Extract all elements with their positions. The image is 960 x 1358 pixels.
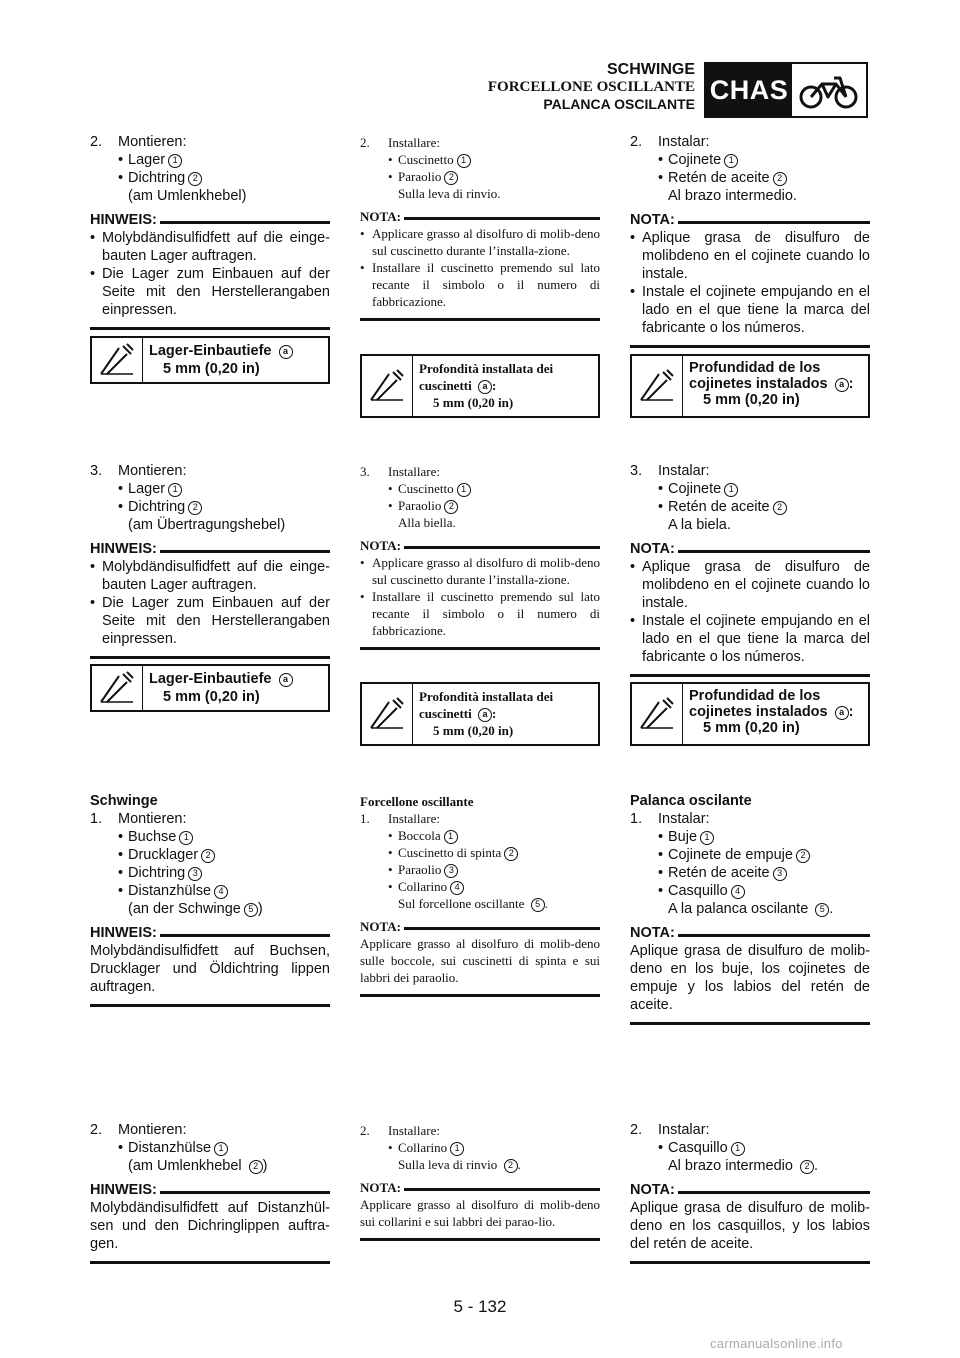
it-block-1 bbox=[360, 134, 600, 321]
feeler-gauge-icon bbox=[632, 684, 683, 744]
step bbox=[630, 133, 870, 151]
notehead bbox=[630, 1181, 870, 1199]
item bbox=[90, 828, 330, 846]
motorcycle-icon bbox=[792, 64, 866, 116]
de-b4-note_pre: (am Umlenkhebel bbox=[128, 1158, 242, 1174]
de-block-2 bbox=[90, 462, 330, 659]
it-b3-i4n: 4 bbox=[450, 881, 464, 895]
it-b3-i4: Collarino bbox=[398, 879, 448, 894]
de-b1-n1: • Molybdändisulfidfett auf die einge-bauten Lager auftragen. bbox=[90, 229, 330, 265]
es-b2-i2: Retén de aceite bbox=[668, 499, 770, 515]
note bbox=[630, 1157, 870, 1175]
item bbox=[360, 151, 600, 168]
step bbox=[90, 1121, 330, 1139]
endbar bbox=[630, 1022, 870, 1025]
es-b1-spec_label1: Profundidad de los bbox=[689, 360, 821, 376]
it-b1-spec_mark: a bbox=[478, 380, 492, 394]
it-b2-spec_mark: a bbox=[478, 708, 492, 722]
de-block-4 bbox=[90, 1121, 330, 1264]
de-b3-i2n: 2 bbox=[201, 849, 215, 863]
note-heading bbox=[90, 211, 330, 229]
es-spec-box-1: Profundidad de los cojinetes instalados a : 5 mm (0,20 in) bbox=[630, 354, 870, 418]
de-b3-i4: Distanzhülse bbox=[128, 883, 212, 899]
de-b4-nl: HINWEIS: bbox=[90, 1182, 157, 1198]
it-b2-i1n: 1 bbox=[457, 483, 471, 497]
de-b1-nl: HINWEIS: bbox=[90, 212, 157, 228]
item bbox=[630, 498, 870, 516]
item bbox=[90, 169, 330, 187]
de-b4-note_post: ) bbox=[262, 1158, 268, 1174]
es-b3-nl: NOTA: bbox=[630, 925, 675, 941]
bar bbox=[160, 550, 330, 553]
es-b2-i1: Cojinete bbox=[668, 481, 722, 497]
step bbox=[630, 462, 870, 480]
de-b3-text: Molybdändisulfidfett auf Buchsen, Drucklager und Öldichtring lippen auftragen. bbox=[90, 943, 330, 995]
es-block-1 bbox=[630, 133, 870, 348]
it-b3-note_n: 5 bbox=[531, 898, 545, 912]
step bbox=[360, 463, 600, 480]
it-b3-i2: Cuscinetto di spinta bbox=[398, 845, 502, 860]
notehead bbox=[630, 540, 870, 558]
endbar bbox=[90, 1261, 330, 1264]
de-b1-spec_value: 5 mm (0,20 in) bbox=[163, 361, 260, 377]
es-b3-note_pre: A la palanca oscilante bbox=[668, 901, 809, 917]
it-block-4 bbox=[360, 1122, 600, 1241]
it-b2-note: Alla biella. bbox=[398, 515, 456, 530]
it-b1-nl: NOTA: bbox=[360, 209, 401, 224]
es-b3-step: 1. bbox=[630, 811, 643, 827]
de-b1-note: (am Umlenkhebel) bbox=[128, 188, 247, 204]
item bbox=[360, 1139, 600, 1156]
de-b2-nl: HINWEIS: bbox=[90, 541, 157, 557]
step bbox=[90, 133, 330, 151]
de-b3-note_post: ) bbox=[257, 901, 263, 917]
notehead bbox=[360, 208, 600, 225]
it-b1-i2: Paraolio bbox=[398, 169, 442, 184]
es-b1-n1: • Aplique grasa de disulfuro de molibdeno en el cojinete cuando lo instale. bbox=[630, 229, 870, 283]
de-b2-spec_label: Lager-Einbautiefe bbox=[149, 671, 272, 687]
step bbox=[360, 810, 600, 827]
item bbox=[90, 151, 330, 169]
es-block-3 bbox=[630, 792, 870, 1025]
es-b2-verb: Instalar: bbox=[658, 463, 710, 479]
it-b1-spec_label1: Profondità installata dei bbox=[419, 361, 554, 376]
item bbox=[630, 882, 870, 900]
endbar bbox=[360, 994, 600, 997]
es-b3-text: Aplique grasa de disulfuro de molib-deno en los buje, los cojinetes de empuje y los labios del retén de aceite. bbox=[630, 943, 870, 1013]
de-b2-n2: • Die Lager zum Einbauen auf der Seite mit den Herstellerangaben einpressen. bbox=[90, 594, 330, 648]
es-b1-spec_mark: a bbox=[835, 378, 849, 392]
note bbox=[360, 1156, 600, 1173]
notehead bbox=[360, 1179, 600, 1196]
de-spec-box-1 bbox=[90, 336, 330, 384]
es-b1-spec_value: 5 mm (0,20 in) bbox=[703, 392, 800, 408]
es-b4-note_pre: Al brazo intermedio bbox=[668, 1158, 793, 1174]
it-b2-spec_value: 5 mm (0,20 in) bbox=[433, 723, 514, 738]
it-b3-i1: Boccola bbox=[398, 828, 441, 843]
es-b1-i2n: 2 bbox=[773, 172, 787, 186]
es-b1-i2: Retén de aceite bbox=[668, 170, 770, 186]
de-b2-n1: • Molybdändisulfidfett auf die einge-bauten Lager auftragen. bbox=[90, 558, 330, 594]
feeler-gauge-icon bbox=[362, 684, 413, 744]
es-b4-note_n: 2 bbox=[800, 1160, 814, 1174]
item bbox=[630, 480, 870, 498]
es-b3-verb: Instalar: bbox=[658, 811, 710, 827]
note bbox=[630, 900, 870, 918]
es-b2-i1n: 1 bbox=[724, 483, 738, 497]
es-b3-note_n: 5 bbox=[815, 903, 829, 917]
de-b2-verb: Montieren: bbox=[118, 463, 187, 479]
it-b2-n2: • Installare il cuscinetto premendo sul lato recante il simbolo o il numero di fabbricazione. bbox=[360, 588, 600, 639]
de-b3-i1n: 1 bbox=[179, 831, 193, 845]
it-b2-spec_label2: cuscinetti bbox=[419, 706, 472, 721]
it-b1-n1: • Applicare grasso al disolfuro di molib-deno sul cuscinetto durante l’installa-zione. bbox=[360, 225, 600, 259]
es-block-2 bbox=[630, 462, 870, 677]
de-block-3 bbox=[90, 792, 330, 1007]
de-b2-note: (am Übertragungshebel) bbox=[128, 517, 286, 533]
de-b3-step: 1. bbox=[90, 811, 103, 827]
it-b4-i1n: 1 bbox=[450, 1142, 464, 1156]
es-b1-verb: Instalar: bbox=[658, 134, 710, 150]
de-b2-i1n: 1 bbox=[168, 483, 182, 497]
bar bbox=[160, 1191, 330, 1194]
de-b2-spec_mark: a bbox=[279, 673, 293, 687]
item bbox=[90, 846, 330, 864]
notehead bbox=[630, 924, 870, 942]
de-b3-head: Schwinge bbox=[90, 793, 158, 809]
es-b3-i1: Buje bbox=[668, 829, 698, 845]
notehead bbox=[90, 924, 330, 942]
item bbox=[90, 1139, 330, 1157]
es-b1-nl: NOTA: bbox=[630, 212, 675, 228]
de-b3-note_n: 5 bbox=[244, 903, 258, 917]
item bbox=[630, 151, 870, 169]
es-b1-note: Al brazo intermedio. bbox=[668, 188, 797, 204]
title-it: FORCELLONE OSCILLANTE bbox=[487, 79, 695, 95]
it-b3-i2n: 2 bbox=[504, 847, 518, 861]
de-b1-i1: Lager bbox=[128, 152, 166, 168]
it-b4-text: Applicare grasso al disolfuro di molib-deno sui collarini e sui labbri dei parao-lio. bbox=[360, 1197, 600, 1229]
it-b1-spec_label2: cuscinetti bbox=[419, 378, 472, 393]
feeler-gauge-icon bbox=[632, 356, 683, 416]
es-b1-n2: • Instale el cojinete empujando en el lado en el que tiene la marca del fabricante o los números. bbox=[630, 283, 870, 337]
bar bbox=[404, 927, 600, 930]
es-b2-i2n: 2 bbox=[773, 501, 787, 515]
es-b2-note: A la biela. bbox=[668, 517, 731, 533]
item bbox=[90, 498, 330, 516]
es-b4-verb: Instalar: bbox=[658, 1122, 710, 1138]
de-b3-i2: Drucklager bbox=[128, 847, 199, 863]
de-b1-step: 2. bbox=[90, 134, 103, 150]
item bbox=[360, 827, 600, 844]
it-b4-step: 2. bbox=[360, 1123, 370, 1138]
de-block-1 bbox=[90, 133, 330, 330]
de-b3-verb: Montieren: bbox=[118, 811, 187, 827]
it-b4-nl: NOTA: bbox=[360, 1180, 401, 1195]
bar bbox=[404, 1188, 600, 1191]
notehead bbox=[90, 540, 330, 558]
es-b3-i2n: 2 bbox=[796, 849, 810, 863]
it-b1-n2: • Installare il cuscinetto premendo sul lato recante il simbolo o il numero di fabbricazione. bbox=[360, 259, 600, 310]
de-b1-i2n: 2 bbox=[188, 172, 202, 186]
item bbox=[360, 168, 600, 185]
it-block-2 bbox=[360, 463, 600, 650]
bar bbox=[678, 934, 870, 937]
de-b2-i1: Lager bbox=[128, 481, 166, 497]
item bbox=[630, 169, 870, 187]
es-block-4 bbox=[630, 1121, 870, 1264]
it-b2-i2n: 2 bbox=[444, 500, 458, 514]
es-b3-i4n: 4 bbox=[731, 885, 745, 899]
es-b1-i1n: 1 bbox=[724, 154, 738, 168]
it-b3-i1n: 1 bbox=[444, 830, 458, 844]
endbar bbox=[90, 656, 330, 659]
note bbox=[90, 900, 330, 918]
step bbox=[360, 1122, 600, 1139]
de-b2-i2: Dichtring bbox=[128, 499, 186, 515]
it-block-3 bbox=[360, 793, 600, 997]
it-b1-i1n: 1 bbox=[457, 154, 471, 168]
it-b1-i2n: 2 bbox=[444, 171, 458, 185]
notehead bbox=[630, 211, 870, 229]
item bbox=[360, 497, 600, 514]
bar bbox=[404, 546, 600, 549]
de-b4-note_n: 2 bbox=[249, 1160, 263, 1174]
it-b1-step: 2. bbox=[360, 135, 370, 150]
feeler-gauge-icon bbox=[362, 356, 413, 416]
step bbox=[90, 462, 330, 480]
item bbox=[360, 480, 600, 497]
de-b4-verb: Montieren: bbox=[118, 1122, 187, 1138]
de-b4-i1: Distanzhülse bbox=[128, 1140, 212, 1156]
bar bbox=[160, 221, 330, 224]
feeler-gauge-icon bbox=[92, 666, 143, 710]
endbar bbox=[360, 318, 600, 321]
it-b2-step: 3. bbox=[360, 464, 370, 479]
it-b2-n1: • Applicare grasso al disolfuro di molib-deno sul cuscinetto durante l’installa-zione. bbox=[360, 554, 600, 588]
item bbox=[90, 480, 330, 498]
step bbox=[360, 134, 600, 151]
es-b3-i2: Cojinete de empuje bbox=[668, 847, 793, 863]
feeler-gauge-icon bbox=[92, 338, 143, 382]
de-b3-i4n: 4 bbox=[214, 885, 228, 899]
it-b4-i1: Collarino bbox=[398, 1140, 448, 1155]
it-b4-note_n: 2 bbox=[504, 1159, 518, 1173]
de-b1-i1n: 1 bbox=[168, 154, 182, 168]
chapter-badge bbox=[704, 62, 868, 118]
item bbox=[360, 861, 600, 878]
de-b1-verb: Montieren: bbox=[118, 134, 187, 150]
endbar bbox=[360, 647, 600, 650]
bar bbox=[678, 221, 870, 224]
it-b1-verb: Installare: bbox=[388, 135, 440, 150]
it-b3-step: 1. bbox=[360, 811, 370, 826]
endbar bbox=[360, 1238, 600, 1241]
es-b3-head: Palanca oscilante bbox=[630, 793, 752, 809]
step bbox=[90, 810, 330, 828]
endbar bbox=[630, 674, 870, 677]
es-b3-note_post: . bbox=[829, 901, 834, 917]
es-b4-step: 2. bbox=[630, 1122, 643, 1138]
es-b2-step: 3. bbox=[630, 463, 643, 479]
it-b2-i1: Cuscinetto bbox=[398, 481, 454, 496]
it-b2-spec_label1: Profondità installata dei bbox=[419, 689, 554, 704]
step bbox=[630, 810, 870, 828]
de-b2-step: 3. bbox=[90, 463, 103, 479]
es-b2-spec_label1: Profundidad de los bbox=[689, 688, 821, 704]
es-b4-i1n: 1 bbox=[731, 1142, 745, 1156]
title-es: PALANCA OSCILANTE bbox=[543, 96, 695, 112]
de-b4-i1n: 1 bbox=[214, 1142, 228, 1156]
bar bbox=[404, 217, 600, 220]
es-b1-spec_label2: cojinetes instalados bbox=[689, 376, 828, 392]
it-b3-i3n: 3 bbox=[444, 864, 458, 878]
it-b2-nl: NOTA: bbox=[360, 538, 401, 553]
es-b4-nl: NOTA: bbox=[630, 1182, 675, 1198]
de-b3-i3n: 3 bbox=[188, 867, 202, 881]
title-de: SCHWINGE bbox=[607, 61, 695, 78]
es-b2-n2: • Instale el cojinete empujando en el lado en el que tiene la marca del fabricante o los números. bbox=[630, 612, 870, 666]
watermark[interactable]: carmanualsonline.info bbox=[710, 1336, 843, 1351]
es-b2-spec_mark: a bbox=[835, 706, 849, 720]
de-b1-spec_label: Lager-Einbautiefe bbox=[149, 343, 272, 359]
it-b1-note: Sulla leva di rinvio. bbox=[398, 186, 501, 201]
it-b3-nl: NOTA: bbox=[360, 919, 401, 934]
notehead bbox=[360, 918, 600, 935]
it-b4-verb: Installare: bbox=[388, 1123, 440, 1138]
es-b2-nl: NOTA: bbox=[630, 541, 675, 557]
endbar bbox=[630, 345, 870, 348]
notehead bbox=[90, 1181, 330, 1199]
de-b2-i2n: 2 bbox=[188, 501, 202, 515]
de-b1-i2: Dichtring bbox=[128, 170, 186, 186]
de-b3-i1: Buchse bbox=[128, 829, 177, 845]
it-spec-box-2: Profondità installata dei cuscinetti a : 5 mm (0,20 in) bbox=[360, 682, 600, 746]
de-b4-text: Molybdändisulfidfett auf Distanzhül-sen und den Dichringlippen auftra-gen. bbox=[90, 1200, 330, 1252]
de-b3-note_pre: (an der Schwinge bbox=[128, 901, 241, 917]
item bbox=[630, 828, 870, 846]
es-spec-box-2: Profundidad de los cojinetes instalados a : 5 mm (0,20 in) bbox=[630, 682, 870, 746]
de-b3-nl: HINWEIS: bbox=[90, 925, 157, 941]
it-b3-text: Applicare grasso al disolfuro di molib-deno sulle boccole, sui cuscinetti di spinta e sui labbri dei paraolio. bbox=[360, 936, 600, 985]
bar bbox=[678, 550, 870, 553]
es-b1-i1: Cojinete bbox=[668, 152, 722, 168]
item bbox=[630, 864, 870, 882]
item bbox=[630, 1139, 870, 1157]
step bbox=[630, 1121, 870, 1139]
de-b2-spec_value: 5 mm (0,20 in) bbox=[163, 689, 260, 705]
de-spec-box-2 bbox=[90, 664, 330, 712]
it-b2-i2: Paraolio bbox=[398, 498, 442, 513]
it-b3-verb: Installare: bbox=[388, 811, 440, 826]
bar bbox=[678, 1191, 870, 1194]
es-b1-step: 2. bbox=[630, 134, 643, 150]
item bbox=[90, 864, 330, 882]
it-b3-i3: Paraolio bbox=[398, 862, 442, 877]
de-b1-n2: • Die Lager zum Einbauen auf der Seite mit den Herstellerangaben einpressen. bbox=[90, 265, 330, 319]
es-b2-spec_value: 5 mm (0,20 in) bbox=[703, 720, 800, 736]
it-b3-head: Forcellone oscillante bbox=[360, 794, 474, 809]
de-b4-step: 2. bbox=[90, 1122, 103, 1138]
notehead bbox=[360, 537, 600, 554]
es-b2-spec_label2: cojinetes instalados bbox=[689, 704, 828, 720]
note bbox=[90, 1157, 330, 1175]
es-b4-note_post: . bbox=[813, 1158, 818, 1174]
es-b3-i3n: 3 bbox=[773, 867, 787, 881]
item bbox=[90, 882, 330, 900]
bar bbox=[160, 934, 330, 937]
item bbox=[360, 878, 600, 895]
page-number: 5 - 132 bbox=[453, 1297, 507, 1316]
it-b4-note_post: . bbox=[517, 1157, 521, 1172]
section-title bbox=[488, 60, 695, 113]
de-b3-i3: Dichtring bbox=[128, 865, 186, 881]
es-b4-text: Aplique grasa de disulfuro de molib-deno en los casquillos, y los labios del retén de aceite. bbox=[630, 1200, 870, 1252]
es-b4-i1: Casquillo bbox=[668, 1140, 728, 1156]
it-b3-note_pre: Sul forcellone oscillante bbox=[398, 896, 525, 911]
it-spec-box-1: Profondità installata dei cuscinetti a : 5 mm (0,20 in) bbox=[360, 354, 600, 418]
es-b3-i4: Casquillo bbox=[668, 883, 728, 899]
endbar bbox=[90, 327, 330, 330]
de-b1-spec_mark: a bbox=[279, 345, 293, 359]
es-b3-i3: Retén de aceite bbox=[668, 865, 770, 881]
it-b2-verb: Installare: bbox=[388, 464, 440, 479]
item bbox=[630, 846, 870, 864]
it-b1-spec_value: 5 mm (0,20 in) bbox=[433, 395, 514, 410]
item bbox=[360, 844, 600, 861]
note bbox=[360, 895, 600, 912]
it-b4-note_pre: Sulla leva di rinvio bbox=[398, 1157, 498, 1172]
es-b2-n1: • Aplique grasa de disulfuro de molibdeno en el cojinete cuando lo instale. bbox=[630, 558, 870, 612]
endbar bbox=[90, 1004, 330, 1007]
chapter-label: CHAS bbox=[706, 64, 792, 116]
it-b1-i1: Cuscinetto bbox=[398, 152, 454, 167]
it-b3-note_post: . bbox=[544, 896, 548, 911]
endbar bbox=[630, 1261, 870, 1264]
es-b3-i1n: 1 bbox=[700, 831, 714, 845]
